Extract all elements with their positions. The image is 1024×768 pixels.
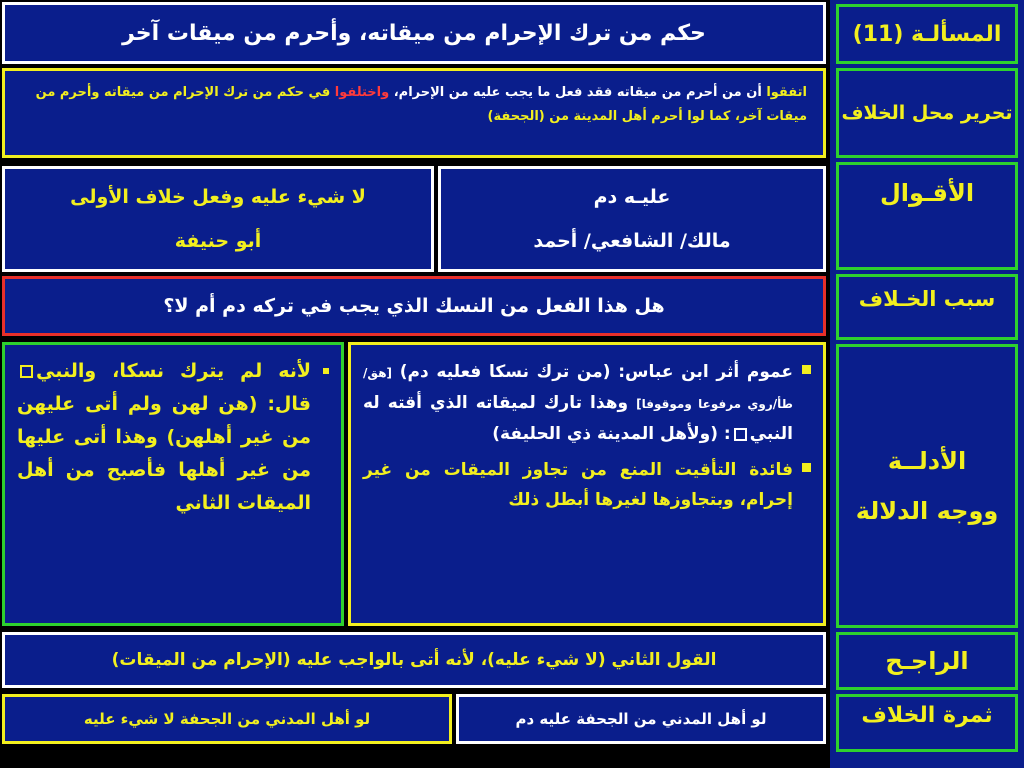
rajih-label — [836, 632, 1018, 690]
adilla-left-box — [2, 342, 344, 626]
adilla-label-line1: الأدلــة — [887, 447, 967, 475]
ikhtalafu-word: واختلفوا — [334, 85, 390, 100]
adilla-right-item1-b: وهذا تارك لميقاته الذي أقته له النبي — [363, 393, 793, 444]
issue-number-label — [836, 4, 1018, 64]
thamara-label-text: ثمرة الخلاف — [861, 703, 993, 728]
aqwal-label — [836, 162, 1018, 270]
adilla-left-item — [17, 355, 329, 520]
bullet-square-icon — [802, 365, 811, 374]
sabab-text: هل هذا الفعل من النسك الذي يجب في تركه دم أم لا؟ — [163, 295, 665, 317]
page-title-box — [2, 2, 826, 64]
adilla-label — [836, 344, 1018, 628]
tahrir-label — [836, 68, 1018, 158]
bullet-square-icon — [802, 463, 811, 472]
thamara-label — [836, 694, 1018, 752]
adilla-left-text-a: لأنه لم يترك نسكا، والنبي — [36, 360, 311, 382]
adilla-right-item1 — [363, 357, 811, 449]
tahrir-text1: أن من أحرم من ميقاته فقد فعل ما يجب عليه من الإحرام، — [389, 85, 767, 100]
thamara-right-text: لو أهل المدني من الجحفة عليه دم — [515, 710, 767, 728]
thamara-right-box — [456, 694, 826, 744]
qawl-right-ruling: عليـه دم — [593, 186, 671, 208]
sabab-box — [2, 276, 826, 336]
adilla-right-box — [348, 342, 826, 626]
adilla-right-item1-a: عموم أثر ابن عباس: (من ترك نسكا فعليه دم) — [392, 362, 793, 382]
tahrir-text2: في حكم من ترك الإحرام من ميقاته وأحرم من ميقات آخر، كما لوا أحرم أهل المدينة من (الجحفة) — [35, 85, 807, 124]
page-title: حكم من ترك الإحرام من ميقاته، وأحرم من ميقات آخر — [122, 20, 706, 46]
peace-be-upon-him-icon — [20, 365, 33, 378]
issue-number-text: المسألـة (11) — [852, 21, 1002, 47]
peace-be-upon-him-icon — [734, 428, 747, 441]
sabab-label-text: سبب الخـلاف — [858, 287, 996, 311]
adilla-left-text-b: قال: (هن لهن ولم أتى عليهن من غير أهلهن) وهذا أتى عليها من غير أهلها فأصبح من أهل الميقات الثاني — [17, 393, 311, 514]
adilla-right-item2 — [363, 455, 811, 515]
adilla-label-line2: ووجه الدلالة — [855, 497, 999, 525]
adilla-right-item1-c: : (ولأهل المدينة ذي الحليفة) — [492, 424, 731, 444]
qawl-right-box — [438, 166, 826, 272]
bullet-square-icon — [323, 368, 329, 374]
qawl-right-scholars: مالك/ الشافعي/ أحمد — [533, 230, 731, 252]
aqwal-label-text: الأقـوال — [879, 179, 975, 207]
ittafaqu-word: اتفقوا — [766, 85, 807, 100]
thamara-left-box — [2, 694, 452, 744]
thamara-left-text: لو أهل المدني من الجحفة لا شيء عليه — [83, 710, 371, 728]
tahrir-label-text: تحرير محل الخلاف — [841, 102, 1013, 124]
rajih-label-text: الراجـح — [885, 647, 969, 675]
qawl-left-ruling: لا شيء عليه وفعل خلاف الأولى — [70, 186, 366, 208]
adilla-right-item2-text: فائدة التأقيت المنع من تجاوز الميقات من غير إحرام، وبتجاوزها لغيرها أبطل ذلك — [363, 460, 793, 510]
qawl-left-scholars: أبو حنيفة — [174, 230, 262, 252]
tahrir-box — [2, 68, 826, 158]
sabab-label — [836, 274, 1018, 340]
rajih-text: القول الثاني (لا شيء عليه)، لأنه أتى بالواجب عليه (الإحرام من الميقات) — [111, 650, 717, 670]
rajih-box — [2, 632, 826, 688]
adilla-right-item1-ref: [هق/طأ/روي مرفوعا وموقوفا] — [363, 366, 793, 411]
qawl-left-box — [2, 166, 434, 272]
